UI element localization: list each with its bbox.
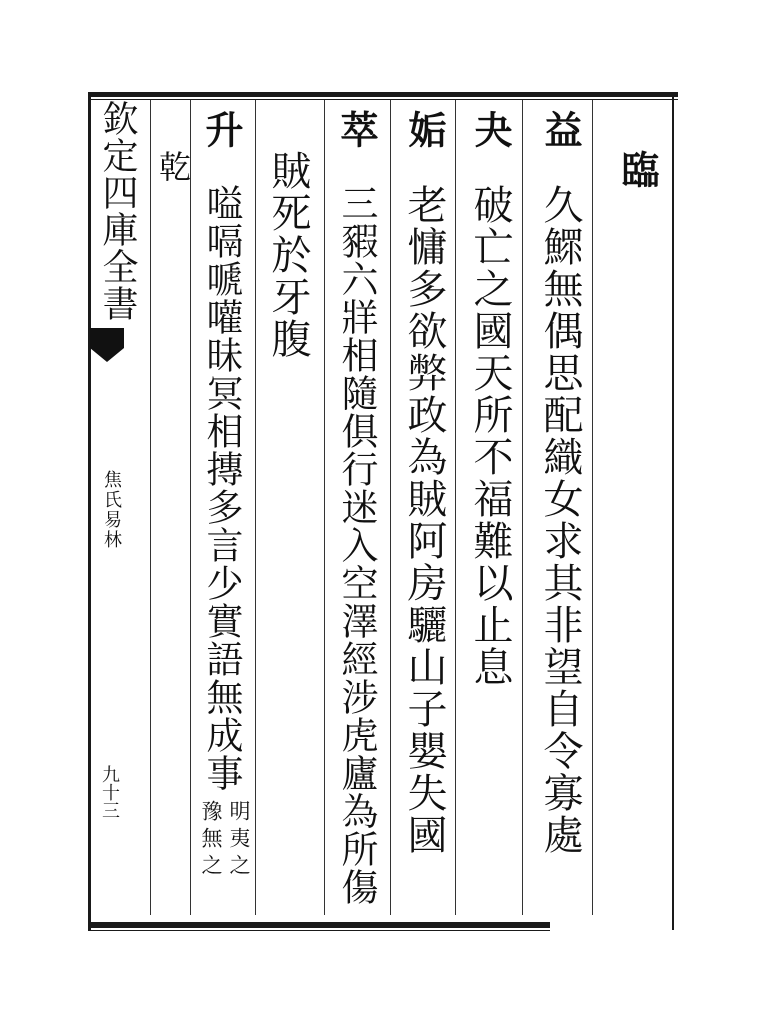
column-gou [401, 110, 447, 856]
verse-text: 老慵多欲弊政為賊阿房驪山子嬰失國 [401, 184, 447, 856]
column-divider [592, 100, 593, 915]
column-divider [522, 100, 523, 915]
right-border [672, 92, 674, 930]
column-divider [255, 100, 256, 915]
hexagram-head: 姤 [402, 110, 447, 150]
margin-title: 欽定四庫全書 [97, 100, 138, 322]
column-continuation [265, 150, 311, 360]
column-lin [615, 150, 660, 190]
commentary-note-line2: 豫無之 [199, 800, 223, 881]
hexagram-head: 乾 [154, 150, 192, 184]
column-divider [324, 100, 325, 915]
book-title: 焦氏易林 [101, 470, 122, 550]
top-border-rule-thin [88, 99, 678, 100]
left-border [88, 92, 91, 930]
hexagram-head: 萃 [334, 110, 379, 150]
column-divider [190, 100, 191, 915]
page-number: 九十三 [99, 765, 120, 819]
column-divider [150, 100, 151, 915]
column-sheng [199, 110, 244, 792]
column-divider [455, 100, 456, 915]
hexagram-head: 益 [538, 110, 583, 150]
hexagram-head: 臨 [615, 150, 660, 190]
column-cui [334, 110, 379, 906]
verse-text: 嗌嗝嗁嚾昧冥相摶多言少實語無成事 [200, 184, 243, 792]
verse-text: 賊死於牙腹 [265, 150, 311, 360]
verse-text: 三豭六牂相隨俱行迷入空澤經涉虎廬為所傷 [335, 184, 378, 906]
verse-text: 久鰥無偶思配織女求其非望自令寡處 [537, 184, 583, 856]
column-yi [537, 110, 583, 856]
commentary-note-line1: 明夷之 [227, 800, 251, 881]
fish-tail-ornament-icon [90, 328, 124, 362]
verse-text: 破亡之國天所不福難以止息 [467, 184, 513, 688]
column-divider [390, 100, 391, 915]
top-border-rule [88, 92, 678, 97]
hexagram-head: 夬 [468, 110, 513, 150]
bottom-border-rule-thin [88, 930, 550, 931]
bottom-border-rule [88, 922, 550, 928]
hexagram-head: 升 [199, 110, 244, 150]
column-qian [154, 150, 192, 184]
column-guai [467, 110, 513, 688]
